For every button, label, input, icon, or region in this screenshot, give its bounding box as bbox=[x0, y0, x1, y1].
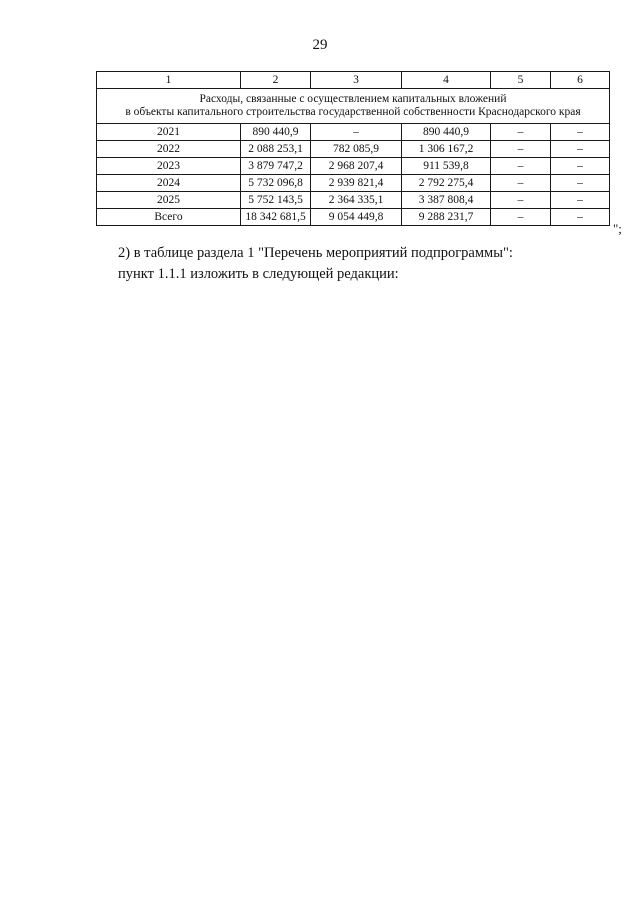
caption-line-2: в объекты капитального строительства государственной собственности Краснодарского края bbox=[125, 106, 581, 118]
value-cell: – bbox=[491, 158, 551, 175]
table-row bbox=[97, 141, 610, 158]
value-cell: 9 288 231,7 bbox=[402, 209, 491, 226]
header-cell: 3 bbox=[311, 72, 402, 89]
table-row bbox=[97, 158, 610, 175]
value-cell: – bbox=[491, 175, 551, 192]
total-cell: 890 440,9 bbox=[241, 124, 311, 141]
header-cell: 5 bbox=[491, 72, 551, 89]
value-cell: 3 387 808,4 bbox=[402, 192, 491, 209]
value-cell: – bbox=[491, 192, 551, 209]
body-paragraph-line-1: 2) в таблице раздела 1 "Перечень мероприятий подпрограммы": bbox=[118, 245, 513, 261]
header-cell: 2 bbox=[241, 72, 311, 89]
closing-quote: "; bbox=[613, 221, 622, 236]
value-cell: – bbox=[551, 192, 610, 209]
value-cell: – bbox=[491, 141, 551, 158]
value-cell: – bbox=[311, 124, 402, 141]
caption-line-1: Расходы, связанные с осуществлением капитальных вложений bbox=[199, 93, 507, 105]
header-cell: 6 bbox=[551, 72, 610, 89]
value-cell: 911 539,8 bbox=[402, 158, 491, 175]
year-cell: 2023 bbox=[97, 158, 241, 175]
value-cell: 2 939 821,4 bbox=[311, 175, 402, 192]
value-cell: 782 085,9 bbox=[311, 141, 402, 158]
year-cell: 2024 bbox=[97, 175, 241, 192]
value-cell: – bbox=[551, 141, 610, 158]
total-cell: 5 732 096,8 bbox=[241, 175, 311, 192]
value-cell: 890 440,9 bbox=[402, 124, 491, 141]
table-total-row bbox=[97, 209, 610, 226]
value-cell: 2 364 335,1 bbox=[311, 192, 402, 209]
total-cell: 18 342 681,5 bbox=[241, 209, 311, 226]
header-cell: 1 bbox=[97, 72, 241, 89]
table-row bbox=[97, 192, 610, 209]
expenditure-table bbox=[96, 71, 610, 226]
year-cell: 2022 bbox=[97, 141, 241, 158]
year-cell: 2021 bbox=[97, 124, 241, 141]
table-row bbox=[97, 175, 610, 192]
table-row bbox=[97, 124, 610, 141]
value-cell: – bbox=[551, 158, 610, 175]
total-cell: 5 752 143,5 bbox=[241, 192, 311, 209]
table-header-row bbox=[97, 72, 610, 89]
year-cell: 2025 bbox=[97, 192, 241, 209]
total-cell: 3 879 747,2 bbox=[241, 158, 311, 175]
total-cell: 2 088 253,1 bbox=[241, 141, 311, 158]
value-cell: 2 968 207,4 bbox=[311, 158, 402, 175]
year-cell: Всего bbox=[97, 209, 241, 226]
table-caption bbox=[97, 89, 610, 124]
table-caption-row bbox=[97, 89, 610, 124]
value-cell: – bbox=[551, 175, 610, 192]
value-cell: – bbox=[551, 209, 610, 226]
value-cell: 2 792 275,4 bbox=[402, 175, 491, 192]
value-cell: 9 054 449,8 bbox=[311, 209, 402, 226]
value-cell: – bbox=[491, 124, 551, 141]
value-cell: – bbox=[551, 124, 610, 141]
page-number: 29 bbox=[312, 37, 328, 53]
value-cell: – bbox=[491, 209, 551, 226]
value-cell: 1 306 167,2 bbox=[402, 141, 491, 158]
body-paragraph-line-2: пункт 1.1.1 изложить в следующей редакции: bbox=[118, 266, 399, 282]
header-cell: 4 bbox=[402, 72, 491, 89]
